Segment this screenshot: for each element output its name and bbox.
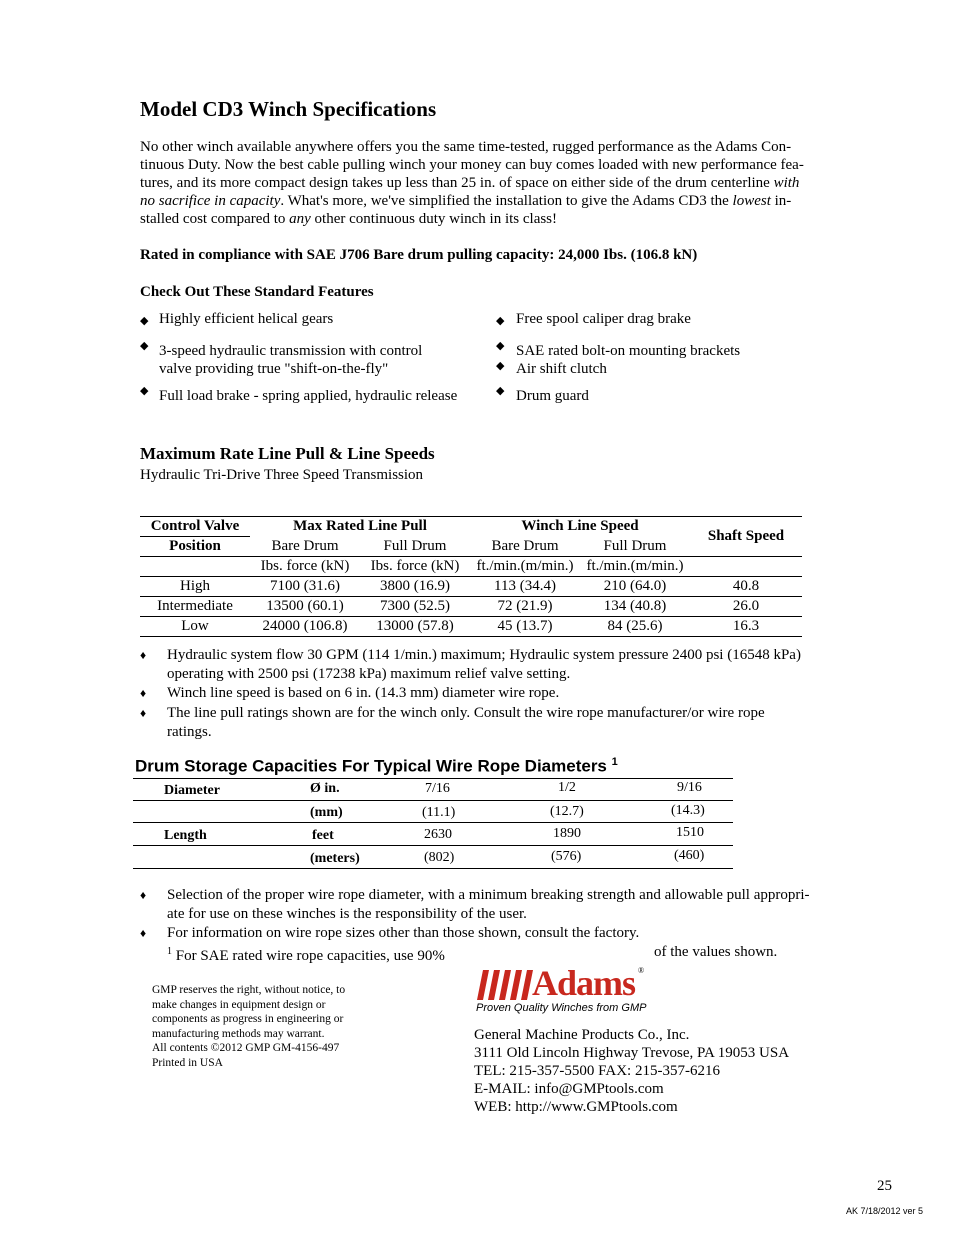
bullet-diamond-icon: ◆: [496, 385, 505, 397]
diameter-label: Diameter: [164, 783, 220, 798]
drum-top-rule: [133, 778, 733, 779]
meters-unit-label: (meters): [310, 851, 360, 866]
footnote-marker: 1: [611, 756, 618, 768]
registered-mark: ®: [638, 966, 645, 975]
footnote-continuation: of the values shown.: [654, 944, 778, 960]
page-number: 25: [877, 1178, 892, 1194]
inch-unit-label: Ø in.: [310, 781, 340, 796]
drum-rule: [133, 822, 733, 823]
drum-cell: (11.1): [422, 805, 456, 820]
drum-cell: 1510: [676, 825, 704, 840]
feature-item: SAE rated bolt-on mounting brackets: [516, 343, 741, 359]
note-item: ♦ Selection of the proper wire rope diameter, with a minimum breaking strength and allowable pull appropri- ate for use on these winches is the responsibility of the user.: [140, 887, 810, 922]
column-header: Full Drum: [603, 537, 667, 554]
bullet-diamond-icon: ◆: [140, 315, 149, 327]
mm-unit-label: (mm): [310, 805, 343, 820]
bullet-diamond-icon: ◆: [496, 315, 505, 327]
feature-item: Full load brake - spring applied, hydraulic release: [159, 388, 458, 404]
column-header: Full Drum: [383, 537, 447, 554]
column-header: Max Rated Line Pull: [293, 518, 427, 535]
bullet-diamond-icon: ◆: [140, 340, 149, 352]
bullet-diamond-icon: ◆: [496, 340, 505, 352]
length-label: Length: [164, 828, 207, 843]
page-title: Model CD3 Winch Specifications: [140, 97, 437, 121]
logo-wordmark: Adams: [532, 963, 636, 1003]
table-row: Intermediate 13500 (60.1) 7300 (52.5) 72 (21.9) 134 (40.8) 26.0: [140, 597, 802, 617]
feature-item: Drum guard: [516, 388, 589, 404]
unit-label: Ibs. force (kN): [260, 558, 350, 574]
features-heading: Check Out These Standard Features: [140, 284, 374, 300]
unit-label: ft./min.(m/min.): [586, 558, 684, 574]
adams-logo: [475, 965, 650, 1017]
table-row: Low 24000 (106.8) 13000 (57.8) 45 (13.7) 84 (25.6) 16.3: [140, 617, 802, 637]
logo-tagline: Proven Quality Winches from GMP: [476, 1002, 647, 1014]
feature-item: Air shift clutch: [516, 361, 607, 377]
unit-label: ft./min.(m/min.): [476, 558, 574, 574]
footnote: $^1$ For SAE rated wire rope capacities, use 90%: [167, 946, 445, 964]
note-item: ♦ For information on wire rope sizes other than those shown, consult the factory.: [140, 925, 640, 941]
note-item: ♦ The line pull ratings shown are for the winch only. Consult the wire rope manufacturer/or wire rope ratings.: [140, 705, 765, 740]
contact-block: General Machine Products Co., Inc. 3111 Old Lincoln Highway Trevose, PA 19053 USA TEL: 215-357-5500 FAX: 215-357-6216 E-MAIL: info@GMPtools.com WEB: http://www.GMPtools.com: [474, 1027, 790, 1115]
bullet-diamond-icon: ◆: [140, 385, 149, 397]
drum-cell: 9/16: [677, 780, 702, 795]
stripes-logo-icon: [475, 968, 535, 1002]
bullet-diamond-icon: ♦: [140, 706, 147, 720]
feature-item: Free spool caliper drag brake: [516, 311, 691, 327]
drum-storage-heading: Drum Storage Capacities For Typical Wire Rope Diameters $^1$: [135, 756, 618, 776]
note-item: ♦ Hydraulic system flow 30 GPM (114 1/min.) maximum; Hydraulic system pressure 2400 psi (16548 kPa) operating with 2500 psi (17238 kPa) maximum relief valve setting.: [140, 647, 801, 682]
drum-cell: 1/2: [558, 780, 576, 795]
column-header: Shaft Speed: [707, 528, 785, 544]
drum-rule: [133, 800, 733, 801]
drum-rule: [133, 845, 733, 846]
column-header: Winch Line Speed: [521, 518, 639, 535]
feet-unit-label: feet: [312, 828, 334, 843]
column-header: Bare Drum: [271, 537, 339, 554]
bullet-diamond-icon: ♦: [140, 686, 147, 700]
disclaimer: GMP reserves the right, without notice, to make changes in equipment design or components as progress in engineering or manufacturing methods may warrant. All contents ©2012 GMP GM-4156-497 Printed in USA: [152, 984, 346, 1069]
drum-cell: (576): [551, 849, 582, 864]
drum-cell: (12.7): [550, 804, 584, 819]
feature-item: 3-speed hydraulic transmission with control valve providing true "shift-on-the-fly": [159, 343, 423, 377]
drum-cell: (14.3): [671, 803, 705, 818]
table-units-row: [140, 557, 802, 577]
column-header: Bare Drum: [491, 537, 559, 554]
bullet-diamond-icon: ♦: [140, 888, 147, 902]
version-label: AK 7/18/2012 ver 5: [846, 1206, 924, 1216]
bullet-diamond-icon: ◆: [496, 360, 505, 372]
feature-item: Highly efficient helical gears: [159, 311, 334, 327]
column-header: Position: [140, 537, 250, 557]
bullet-diamond-icon: ♦: [140, 926, 147, 940]
note-item: ♦ Winch line speed is based on 6 in. (14.3 mm) diameter wire rope.: [140, 685, 560, 701]
drum-cell: 7/16: [425, 781, 450, 796]
drum-cell: (802): [424, 850, 455, 865]
drum-cell: 1890: [553, 826, 581, 841]
bullet-diamond-icon: ♦: [140, 648, 147, 662]
unit-label: Ibs. force (kN): [370, 558, 460, 574]
drum-cell: (460): [674, 848, 705, 863]
drum-bottom-rule: [133, 868, 733, 869]
rating-statement: Rated in compliance with SAE J706 Bare drum pulling capacity: 24,000 Ibs. (106.8 kN): [140, 247, 698, 263]
line-pull-subheading: Hydraulic Tri-Drive Three Speed Transmission: [140, 467, 424, 483]
drum-cell: 2630: [424, 827, 452, 842]
line-pull-table: [140, 517, 802, 637]
intro-paragraph: No other winch available anywhere offers you the same time-tested, rugged performance as the Adams Con- tinuous Duty. Now the best cable pulling winch your money can buy comes loaded with new performance fea- tures, and its more compact design takes up less than 25 in. of space on either side of the drum centerline with no sacrifice in capacity. What's more, we've simplified the installation to give the Adams CD3 the lowest in- stalled cost compared to any other continuous duty winch in its class!: [140, 139, 804, 227]
line-pull-heading: Maximum Rate Line Pull & Line Speeds: [140, 444, 435, 463]
table-header-row: [140, 517, 802, 537]
table-row: High 7100 (31.6) 3800 (16.9) 113 (34.4) 210 (64.0) 40.8: [140, 577, 802, 597]
column-header: Control Valve: [150, 518, 240, 534]
